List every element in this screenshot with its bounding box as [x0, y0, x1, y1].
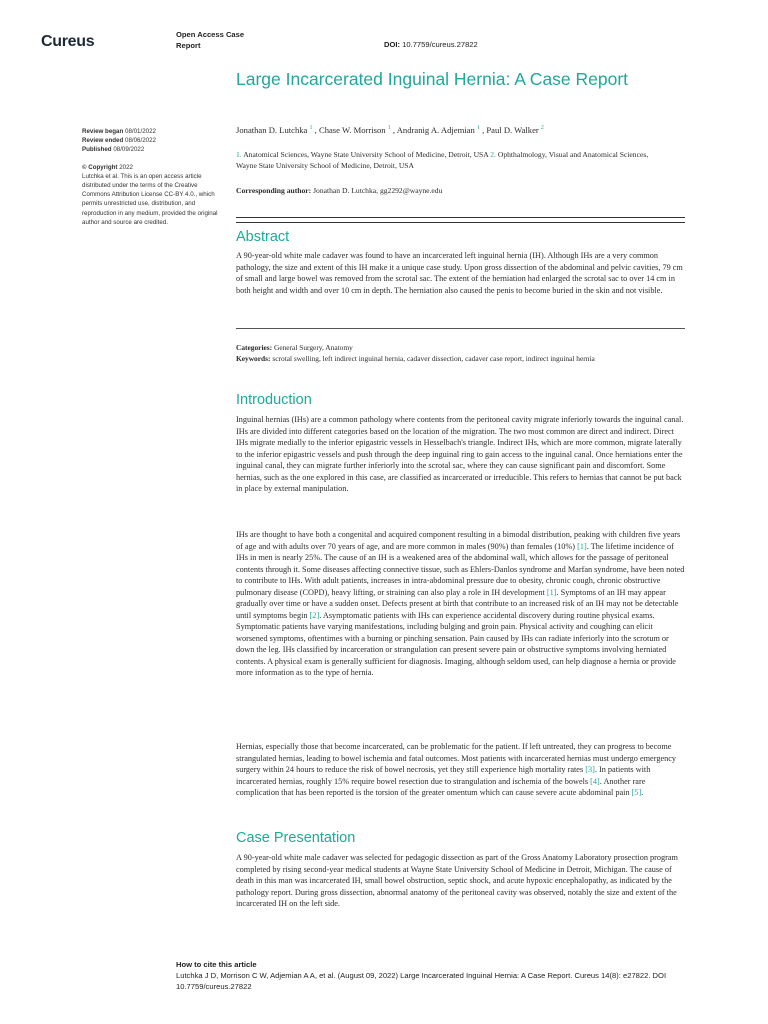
affil-text: Ophthalmology, Visual and Anatomical Sciences, Wayne State University School of Medicine, Detroit, USA	[236, 150, 649, 170]
text-run: . Another rare complication that has been reported is the torsion of the greater omentum which can cause severe acute abdominal pain	[236, 776, 646, 797]
abstract-text: A 90-year-old white male cadaver was found to have an incarcerated left inguinal hernia (IH). Although IHs are a very common pathology, the size and extent of this IH make it a unique case study. Upon gross dissection of the abdominal and pelvic cavities, 79 cm of small and large bowel was removed from the scrotal sac. The extent of the herniation had enlarged the scrotal sac to over 14 cm in both height and width and over 10 cm in depth. The herniation also caused the penis to become buried in the skin and not visible.	[236, 251, 683, 295]
keywords-label: Keywords:	[236, 353, 271, 363]
article-type-line1: Open Access Case	[176, 30, 245, 39]
sidebar-meta	[82, 127, 222, 227]
intro-paragraph-3	[236, 741, 686, 799]
section-divider	[236, 328, 685, 329]
footer-label-text: How to cite this article	[176, 960, 257, 969]
author-list	[236, 122, 666, 136]
copyright-label: © Copyright	[82, 163, 118, 171]
author-affil-sup: 2	[540, 125, 544, 131]
author-affil-sup: 1	[309, 125, 313, 131]
footer-text: Lutchka J D, Morrison C W, Adjemian A A, et al. (August 09, 2022) Large Incarcerated Inguinal Hernia: A Case Report. Cureus 14(8): e27822. DOI 10.7759/cureus.27822	[176, 970, 667, 991]
author-name[interactable]: Andranig A. Adjemian	[396, 124, 475, 135]
affil-num: 2.	[490, 150, 496, 159]
affiliations	[236, 149, 666, 171]
text-run: . The lifetime incidence of IHs in men is nearly 25%. The cause of an IH is a weakened area of the abdominal wall, which allows for the passage of peritoneal contents through it. Some diseases affecting connective tissue, such as Ehlers-Danlos syndrome and Marfan syndrome, have been noted to contribute to IHs. With adult patients, increases in intra-abdominal pressure due to obesity, chronic cough, chronic obstructive pulmonary disease (COPD), heavy lifting, or straining can also play a role in IH development	[236, 541, 685, 597]
case-presentation-heading: Case Presentation	[236, 830, 356, 846]
keywords	[236, 354, 686, 365]
author-affil-sup: 1	[476, 125, 480, 131]
review-ended-date: 08/06/2022	[125, 137, 156, 145]
intro-paragraph-2	[236, 529, 686, 679]
citation-link[interactable]: [1]	[577, 541, 587, 551]
corresponding-author	[236, 186, 666, 195]
author-sep: ,	[479, 124, 487, 135]
copyright	[82, 163, 222, 172]
citation-link[interactable]: [1]	[546, 587, 557, 597]
article-type	[176, 30, 276, 51]
doi-value[interactable]: 10.7759/cureus.27822	[402, 40, 478, 49]
citation-link[interactable]: [5]	[631, 788, 642, 797]
text-run: .	[641, 788, 644, 797]
published-label: Published	[82, 146, 112, 154]
citation-link[interactable]: [4]	[590, 776, 600, 786]
corresponding-value[interactable]: Jonathan D. Lutchka, gg2292@wayne.edu	[313, 186, 443, 195]
affil-text: Anatomical Sciences, Wayne State University School of Medicine, Detroit, USA	[243, 150, 489, 159]
intro-paragraph-1: Inguinal hernias (IHs) are a common pathology where contents from the peritoneal cavity migrate inferiorly towards the inguinal canal. IHs are divided into different categories based on the location of the migration. The two most common are direct and indirect. Direct IHs migrate medially to the inferior epigastric vessels in Hesselbach's triangle. Indirect IHs, which are more common, migrate laterally to the inferior epigastric vessels and push through the deep inguinal ring to gain access to the inguinal canal. Once herniations enter the inguinal canal, they can migrate further inferiorly into the scrotal sac, where they can cause significant pain and discomfort. Some hernias, such as the one explored in this case, are classified as incarcerated or irreducible. This refers to hernias that cannot be put back in place by external manipulation.	[236, 415, 684, 493]
categories-label: Categories:	[236, 343, 273, 352]
review-ended-label: Review ended	[82, 137, 124, 145]
text-run: . In patients with incarcerated hernias, roughly 15% require bowel resection due to strangulation and ischemia of the bowels	[236, 765, 651, 786]
text-run: . Asymptomatic patients with IHs can experience accidental discovery during routine physical exams. Symptomatic patients have varying manifestations, including bulging and groin pain. Physical activity and coughing can elicit worsened symptoms, oftentimes with a burning or pinching sensation. Pain caused by IHs can radiate inferiorly into the scrotum or down the leg. IHs classified by incarceration or strangulation can present severe pain or obstructive symptoms involving herniated contents. A physical exam is generally sufficient for diagnosis. Imaging, although seldom used, can help diagnose a hernia or provide more information as to the type of hernia.	[236, 610, 676, 677]
license-text: Lutchka et al. This is an open access article distributed under the terms of the Creative Commons Attribution License CC-BY 4.0., which permits unrestricted use, distribution, and reproduction in any medium, provided the original author and source are credited.	[82, 172, 218, 226]
citation-footer	[176, 960, 736, 992]
article-type-line2: Report	[176, 40, 201, 50]
categories	[236, 343, 686, 354]
review-ended	[82, 136, 222, 145]
author-sep: ,	[312, 124, 319, 135]
footer-label	[176, 960, 736, 971]
doi-label: DOI:	[384, 40, 401, 49]
text-run: IHs are thought to have both a congenital and acquired component resulting in a bimodal distribution, peaking with children five years of age and with adults over 70 years of age, and are more common in males (90%) than females (10%)	[236, 530, 681, 551]
affil-num: 1.	[236, 150, 242, 159]
author-name[interactable]: Chase W. Morrison	[318, 124, 386, 135]
categories-keywords	[236, 343, 686, 364]
author-name[interactable]: Jonathan D. Lutchka	[236, 124, 308, 135]
corresponding-label: Corresponding author:	[236, 186, 312, 195]
text-run: Hernias, especially those that become incarcerated, can be problematic for the patient. If left untreated, they can progress to become strangulated hernias, leading to bowel ischemia and fatal outcomes. Most patients with incarcerated hernias must undergo emergency surgery within 24 hours to reduce the risk of bowel necrosis, yet they still experience high mortality rates	[236, 742, 677, 774]
introduction-heading: Introduction	[236, 392, 312, 408]
categories-value: General Surgery, Anatomy	[273, 343, 353, 352]
cureus-logo[interactable]: Cureus	[41, 33, 95, 50]
citation-link[interactable]: [3]	[585, 765, 595, 774]
review-began-date: 08/01/2022	[125, 128, 156, 135]
article-title: Large Incarcerated Inguinal Hernia: A Case Report	[236, 69, 629, 89]
case-paragraph-1: A 90-year-old white male cadaver was selected for pedagogic dissection as part of the Gross Anatomy Laboratory prosection program completed by rising second-year medical students at Wayne State University School of Medicine in Detroit, Michigan. The cause of death in this man was incarcerated IH, small bowel obstruction, septic shock, and acute hypoxic encephalopathy, as indicated by the pathology report. During gross dissection, abnormal anatomy of the peritoneal cavity was observed, notably the size and extent of the incarcerated IH on the left side.	[236, 853, 678, 908]
abstract-heading: Abstract	[236, 229, 290, 245]
published-date: 08/09/2022	[113, 146, 145, 154]
review-began	[82, 127, 222, 136]
text-run: . Symptoms of an IH may appear gradually over time or have a sudden onset. Defects present at birth that contribute to an increased risk of an IH may not be detectable until symptoms begin	[236, 587, 679, 620]
doi	[384, 40, 478, 49]
published	[82, 145, 222, 154]
review-began-label: Review began	[82, 128, 124, 135]
citation-link[interactable]: [2]	[309, 610, 320, 620]
author-sep: ,	[390, 124, 397, 135]
author-affil-sup: 1	[387, 125, 391, 131]
copyright-year: 2022	[119, 163, 133, 171]
author-name[interactable]: Paul D. Walker	[486, 124, 539, 135]
section-divider	[236, 217, 685, 223]
keywords-value: scrotal swelling, left indirect inguinal hernia, cadaver dissection, cadaver case report, indirect inguinal hernia	[272, 353, 595, 363]
